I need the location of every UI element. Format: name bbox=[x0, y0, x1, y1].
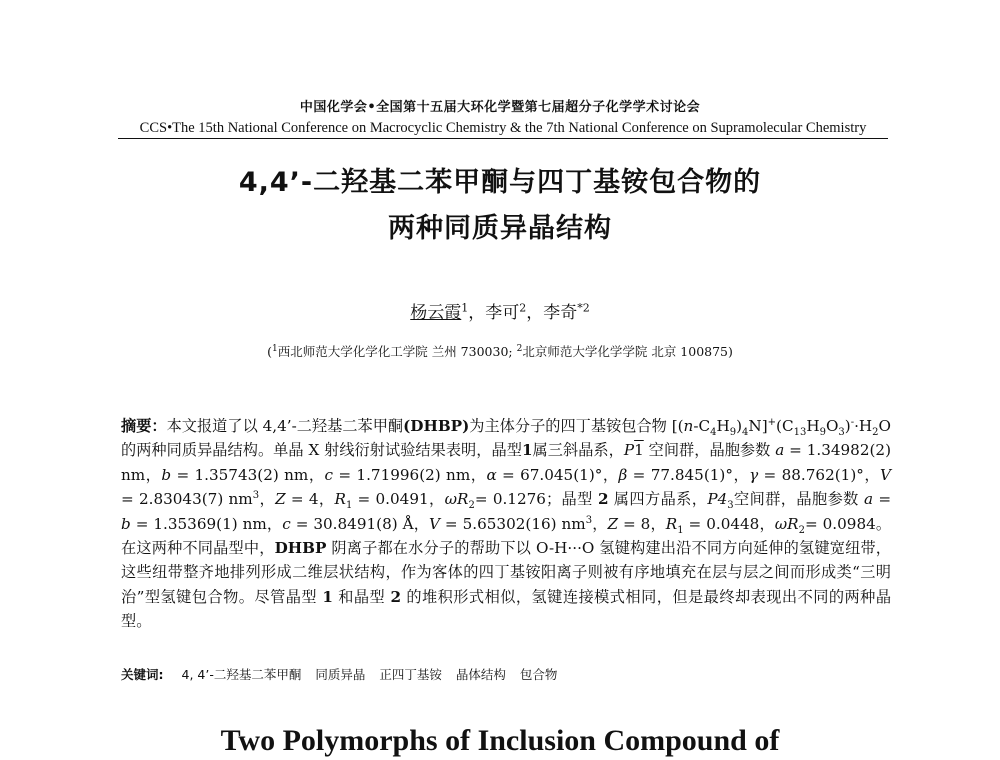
abstract bbox=[121, 414, 891, 634]
abstract-text: 2 bbox=[798, 524, 805, 536]
affiliations bbox=[0, 342, 1000, 360]
abstract-text: (C bbox=[776, 417, 794, 435]
abstract-text: H bbox=[806, 417, 820, 435]
abstract-text: DHBP bbox=[274, 539, 327, 558]
abstract-text: 4 bbox=[742, 427, 749, 439]
author-2-affil: 2 bbox=[519, 301, 527, 315]
abstract-text: ωR bbox=[444, 490, 469, 509]
abstract-text: 阴离子都在水分子的帮助下以 O-H···O 氢键构建出沿不同方向延伸的氢键宽纽带，这些纽带整齐地排列形成二维层状结构，作为客体的四丁基铵阳离子则被有序地填充在层与层之间而形成类“三明治”型氢键包合物。尽管晶型 bbox=[121, 539, 891, 606]
abstract-text: O 的两种同质异晶结构。单晶 X 射线衍射试验结果表明，晶型 bbox=[121, 417, 891, 460]
abstract-text: 13 bbox=[793, 427, 807, 439]
abstract-text: n bbox=[683, 417, 694, 435]
abstract-text: 2 bbox=[872, 427, 879, 439]
abstract-text: = bbox=[878, 490, 892, 509]
abstract-text: 3 bbox=[727, 500, 734, 512]
author-list bbox=[0, 298, 1000, 323]
abstract-text: 4 bbox=[710, 427, 717, 439]
abstract-text: = 0.0491， bbox=[357, 490, 445, 509]
abstract-text: = 5.65302(16) nm bbox=[444, 514, 586, 533]
affil-paren: ( bbox=[267, 344, 272, 359]
conference-title-zh: 中国化学会•全国第十五届大环化学暨第七届超分子化学学术讨论会 bbox=[299, 100, 701, 115]
abstract-text: ) bbox=[736, 417, 743, 435]
abstract-text: R bbox=[665, 514, 678, 533]
abstract-text: - bbox=[850, 416, 855, 428]
abstract-text: c bbox=[282, 514, 291, 533]
abstract-text: a bbox=[864, 490, 874, 509]
abstract-text: 1 bbox=[521, 441, 533, 460]
abstract-text: = 30.8491(8) Å， bbox=[295, 514, 429, 533]
abstract-text: = 1.35743(2) nm， bbox=[176, 465, 325, 484]
conference-title-en: CCS•The 15th National Conference on Macrocyclic Chemistry & the 7th National Conference on Supramolecular Chemistry bbox=[139, 120, 867, 136]
abstract-text: = 4， bbox=[290, 490, 335, 509]
abstract-text: V bbox=[880, 465, 892, 484]
abstract-text: 的堆积形式相似，氢键连接模式相同，但是最终却表现出不同的两种晶型。 bbox=[121, 587, 892, 631]
abstract-text: 3 bbox=[585, 514, 593, 526]
abstract-text: ， bbox=[259, 490, 276, 509]
abstract-label: 摘要： bbox=[121, 417, 167, 435]
abstract-text: -C bbox=[693, 417, 711, 435]
paper-title-line-2: 两种同质异晶结构 bbox=[388, 213, 612, 244]
abstract-text: 属四方晶系， bbox=[613, 490, 708, 509]
abstract-text: 2 bbox=[468, 500, 475, 512]
abstract-text: Z bbox=[275, 490, 286, 509]
keywords bbox=[121, 665, 891, 683]
abstract-text: ωR bbox=[774, 514, 799, 533]
author-1: 杨云霞 bbox=[410, 303, 462, 323]
abstract-text: = 88.762(1)°， bbox=[763, 465, 881, 484]
author-3: 李奇 bbox=[543, 303, 578, 323]
keywords-label: 关键词: bbox=[121, 667, 164, 682]
abstract-text: a bbox=[775, 441, 785, 460]
abstract-text: 9 bbox=[819, 427, 826, 439]
abstract-text: γ bbox=[749, 465, 759, 484]
english-title: Two Polymorphs of Inclusion Compound of bbox=[220, 724, 780, 757]
affil-1: 西北师范大学化学化工学院 兰州 730030; bbox=[277, 344, 513, 359]
abstract-text: 和晶型 bbox=[338, 587, 386, 606]
abstract-text: 1 bbox=[634, 441, 644, 460]
abstract-text: c bbox=[324, 465, 334, 484]
abstract-text: = 8， bbox=[623, 514, 666, 533]
abstract-text: R bbox=[334, 490, 346, 509]
abstract-text: 1 bbox=[345, 500, 353, 512]
abstract-text: (DHBP) bbox=[403, 417, 470, 435]
abstract-text: = 0.0984。在这两种不同晶型中， bbox=[121, 514, 892, 558]
author-sep: ， bbox=[526, 303, 544, 323]
abstract-text: 3 bbox=[252, 490, 260, 502]
abstract-text: 为主体分子的四丁基铵包合物 [( bbox=[469, 417, 684, 435]
abstract-text: β bbox=[618, 465, 628, 484]
abstract-text: 1 bbox=[322, 587, 333, 606]
keyword: 同质异晶 bbox=[315, 667, 366, 682]
affil-2: 北京师范大学化学学院 北京 100875) bbox=[522, 344, 733, 359]
author-sep: ， bbox=[468, 303, 486, 323]
keyword: 4, 4’-二羟基二苯甲酮 bbox=[181, 667, 302, 682]
abstract-text: ) bbox=[844, 417, 851, 435]
abstract-text: = 1.35369(1) nm， bbox=[135, 514, 283, 533]
header-rule bbox=[118, 138, 888, 139]
keyword: 正四丁基铵 bbox=[379, 667, 442, 682]
affil-1-mark: 1 bbox=[272, 343, 278, 354]
abstract-text: V bbox=[429, 514, 440, 533]
affil-2-mark: 2 bbox=[516, 343, 523, 354]
abstract-text: + bbox=[767, 416, 777, 428]
abstract-text: = 0.0448， bbox=[688, 514, 775, 533]
abstract-text: Z bbox=[607, 514, 619, 533]
keyword: 包合物 bbox=[519, 667, 558, 682]
abstract-text: 空间群，晶胞参数 bbox=[733, 490, 859, 509]
abstract-text: O bbox=[825, 417, 839, 435]
author-3-affil: *2 bbox=[577, 301, 590, 315]
abstract-text: = 67.045(1)°， bbox=[502, 465, 619, 484]
keyword: 晶体结构 bbox=[455, 667, 506, 682]
abstract-text: H bbox=[716, 417, 730, 435]
abstract-text: = 0.1276；晶型 bbox=[474, 490, 593, 509]
abstract-text: ， bbox=[592, 514, 608, 533]
author-1-affil: 1 bbox=[461, 301, 469, 315]
abstract-text: = 77.845(1)°， bbox=[632, 465, 750, 484]
abstract-text: 1 bbox=[677, 524, 684, 536]
abstract-text: 9 bbox=[729, 427, 737, 439]
abstract-text: N] bbox=[748, 417, 768, 435]
abstract-text: = 1.71996(2) nm， bbox=[338, 465, 487, 484]
abstract-text: 属三斜晶系， bbox=[532, 441, 624, 460]
abstract-text: b bbox=[121, 514, 131, 533]
abstract-text: α bbox=[486, 465, 497, 484]
abstract-text: 3 bbox=[838, 427, 845, 439]
author-2: 李可 bbox=[485, 303, 520, 323]
abstract-text: = 1.34982(2) nm， bbox=[121, 441, 892, 484]
abstract-text: 本文报道了以 4,4’-二羟基二苯甲酮 bbox=[166, 417, 404, 435]
paper-title-line-1: 4,4’-二羟基二苯甲酮与四丁基铵包合物的 bbox=[238, 167, 762, 198]
abstract-text: 2 bbox=[390, 587, 402, 606]
abstract-text: 空间群，晶胞参数 bbox=[648, 441, 771, 460]
abstract-text: = 2.83043(7) nm bbox=[121, 490, 253, 509]
abstract-text: 2 bbox=[597, 490, 609, 509]
abstract-text: b bbox=[161, 465, 172, 484]
abstract-text: P4 bbox=[707, 490, 728, 509]
abstract-text: P bbox=[623, 441, 635, 460]
abstract-text: ·H bbox=[854, 417, 873, 435]
